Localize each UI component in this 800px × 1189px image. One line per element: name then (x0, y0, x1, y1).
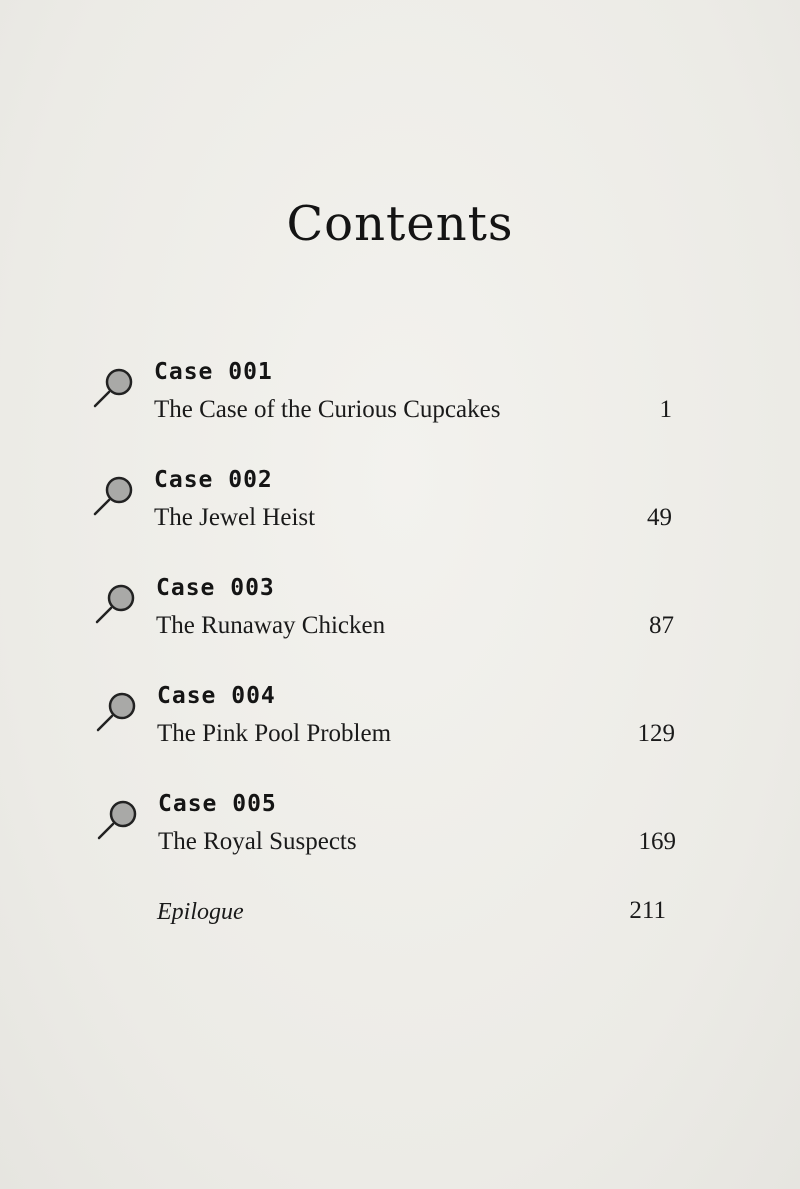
case-number: Case 004 (157, 683, 276, 709)
page-number: 87 (649, 612, 674, 639)
magnifying-glass-icon (92, 363, 138, 409)
toc-entry[interactable] (92, 361, 672, 451)
magnifying-glass-icon (95, 687, 141, 733)
toc-entry[interactable] (95, 685, 675, 775)
page-number: 49 (647, 504, 672, 531)
case-title: The Runaway Chicken (156, 612, 386, 639)
magnifying-glass-icon (96, 795, 142, 841)
page-title: Contents (286, 196, 514, 252)
magnifying-glass-icon (94, 579, 140, 625)
magnifying-glass-icon (92, 471, 138, 517)
epilogue-page-number: 211 (629, 897, 666, 924)
epilogue-title[interactable]: Epilogue (157, 899, 244, 925)
toc-entry[interactable] (96, 793, 676, 883)
toc-entry[interactable] (94, 577, 674, 667)
case-title: The Case of the Curious Cupcakes (154, 396, 501, 423)
page-number: 129 (637, 720, 675, 747)
case-title: The Royal Suspects (158, 828, 357, 855)
page-number: 1 (659, 396, 672, 423)
case-number: Case 003 (156, 575, 275, 601)
page-number: 169 (638, 828, 676, 855)
toc-entry[interactable] (92, 469, 672, 559)
case-number: Case 005 (158, 791, 277, 817)
case-title: The Pink Pool Problem (157, 720, 392, 747)
case-title: The Jewel Heist (154, 504, 316, 531)
case-number: Case 002 (154, 467, 273, 493)
case-number: Case 001 (154, 359, 273, 385)
